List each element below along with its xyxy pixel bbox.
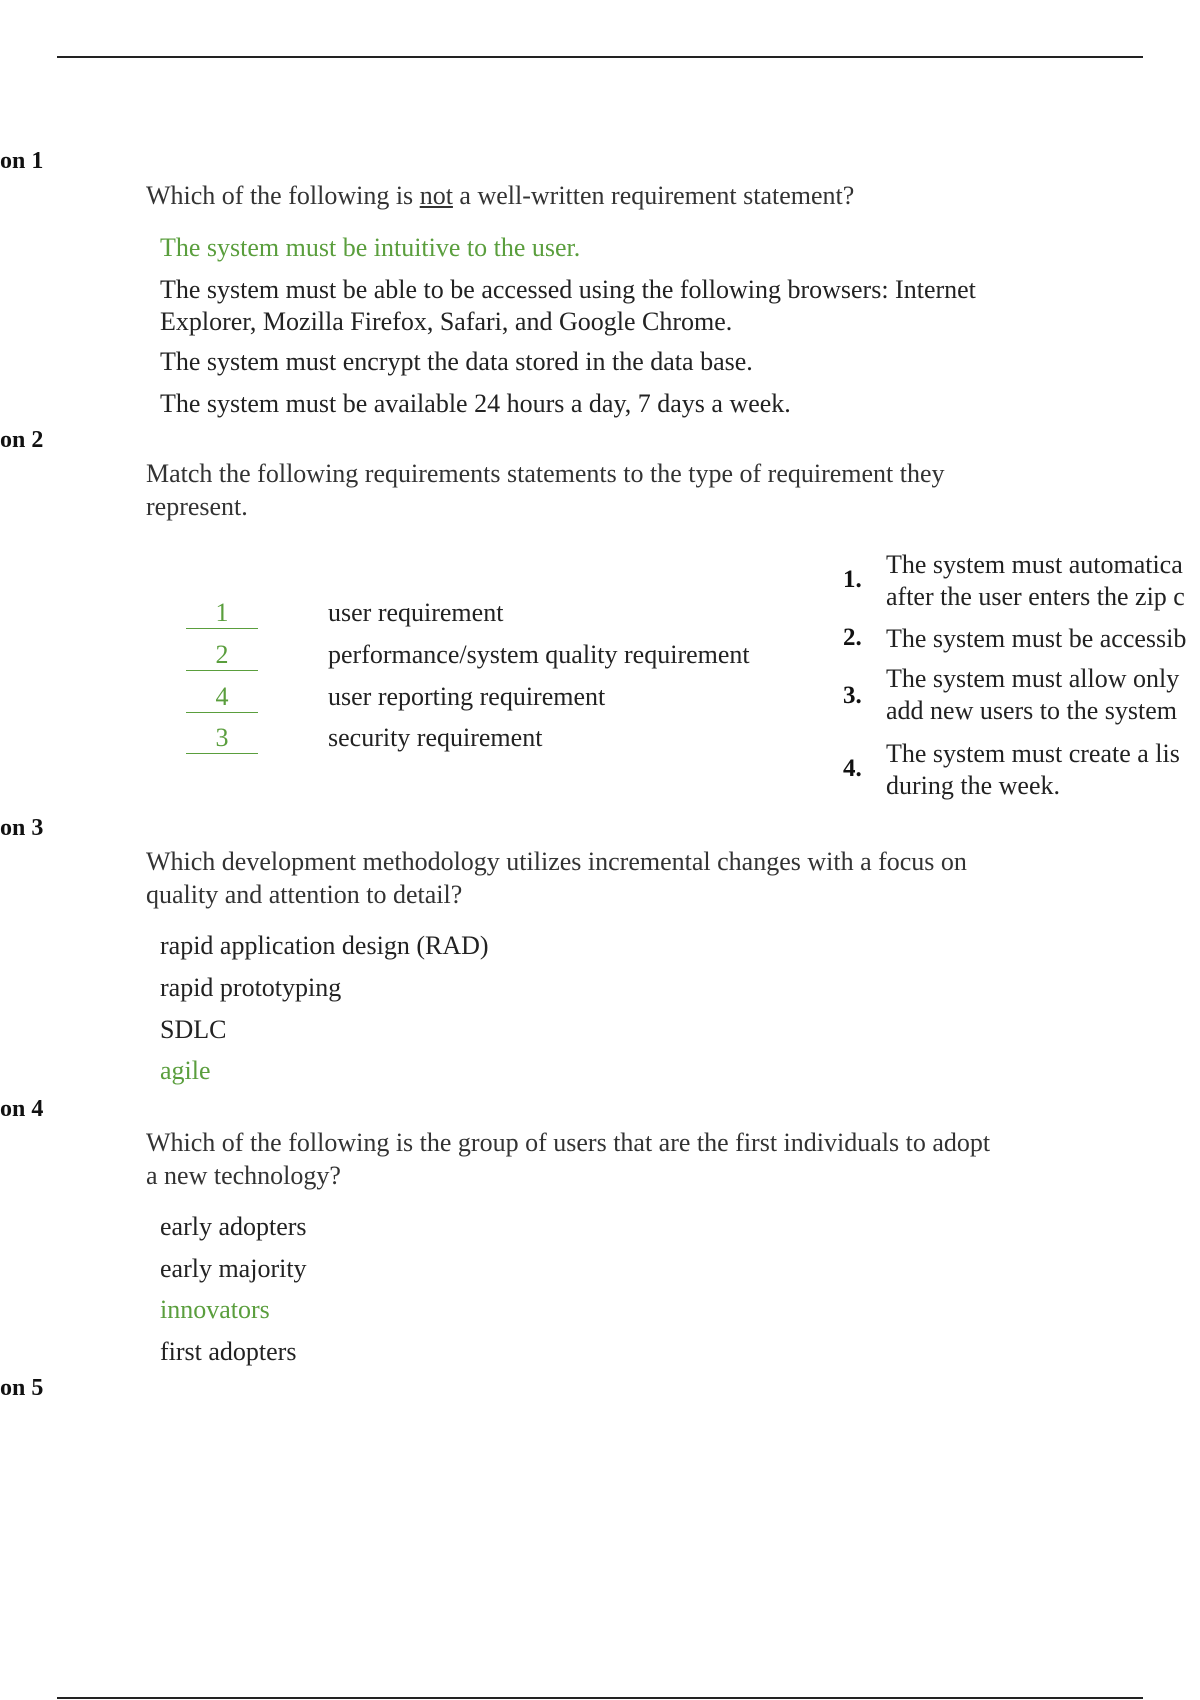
- match-option-line: The system must create a lis: [886, 739, 1180, 768]
- match-option-number: 2.: [843, 624, 862, 651]
- question-1-choice-3[interactable]: The system must encrypt the data stored in the data base.: [160, 347, 753, 376]
- match-answer-blank[interactable]: 4: [186, 682, 258, 713]
- match-option-line: during the week.: [886, 771, 1061, 800]
- question-4-choice-3[interactable]: innovators: [160, 1295, 270, 1324]
- question-3-stem-line: quality and attention to detail?: [146, 880, 463, 909]
- match-option-line: add new users to the system: [886, 696, 1178, 725]
- question-3-choice-1[interactable]: rapid application design (RAD): [160, 931, 489, 960]
- question-1-choice-1[interactable]: The system must be intuitive to the user.: [160, 233, 581, 262]
- question-4-choice-1[interactable]: early adopters: [160, 1212, 307, 1241]
- question-3-choice-2[interactable]: rapid prototyping: [160, 973, 342, 1002]
- match-term: security requirement: [328, 723, 543, 752]
- question-2-stem: [146, 457, 1096, 523]
- match-answer-blank[interactable]: 2: [186, 640, 258, 671]
- question-1-choice-4[interactable]: The system must be available 24 hours a day, 7 days a week.: [160, 389, 791, 418]
- question-4-choice-4[interactable]: first adopters: [160, 1337, 297, 1366]
- match-option-number: 4.: [843, 755, 862, 782]
- question-1-choice-2-line: The system must be able to be accessed using the following browsers: Internet: [160, 275, 976, 304]
- match-term: user reporting requirement: [328, 682, 606, 711]
- question-2-stem-line: represent.: [146, 492, 248, 521]
- bottom-rule: [57, 1697, 1143, 1699]
- question-3-choice-4[interactable]: agile: [160, 1056, 211, 1085]
- question-1-stem-part: Which of the following is: [146, 181, 420, 210]
- question-2-label: on 2: [0, 427, 44, 453]
- question-1-stem-underline: not: [419, 181, 453, 210]
- match-option-text: [886, 738, 1200, 802]
- match-answer-blank[interactable]: 3: [186, 723, 258, 754]
- question-2-stem-line: Match the following requirements statements to the type of requirement they: [146, 459, 945, 488]
- question-4-stem: [146, 1126, 1096, 1192]
- match-option-text: [886, 549, 1200, 613]
- question-4-stem-line: a new technology?: [146, 1161, 341, 1190]
- question-4-label: on 4: [0, 1096, 44, 1122]
- match-option-line: The system must allow only: [886, 664, 1180, 693]
- match-option-line: The system must automatica: [886, 550, 1183, 579]
- match-answer-blank[interactable]: 1: [186, 598, 258, 629]
- question-3-stem-line: Which development methodology utilizes incremental changes with a focus on: [146, 847, 967, 876]
- match-option-number: 3.: [843, 682, 862, 709]
- question-4-choice-2[interactable]: early majority: [160, 1254, 307, 1283]
- question-5-label: on 5: [0, 1375, 44, 1401]
- question-1-stem: [146, 179, 1096, 212]
- question-1-choice-2-line: Explorer, Mozilla Firefox, Safari, and Google Chrome.: [160, 307, 733, 336]
- match-option-text: [886, 623, 1200, 655]
- top-rule: [57, 56, 1143, 58]
- question-1-stem-part: a well-written requirement statement?: [452, 181, 855, 210]
- match-option-text: [886, 663, 1200, 727]
- question-3-stem: [146, 845, 1096, 911]
- question-3-choice-3[interactable]: SDLC: [160, 1015, 227, 1044]
- match-option-line: The system must be accessib: [886, 624, 1187, 653]
- match-term: user requirement: [328, 598, 504, 627]
- match-term: performance/system quality requirement: [328, 640, 750, 669]
- match-option-line: after the user enters the zip c: [886, 582, 1185, 611]
- match-option-number: 1.: [843, 566, 862, 593]
- question-1-label: on 1: [0, 148, 44, 174]
- question-4-stem-line: Which of the following is the group of users that are the first individuals to adopt: [146, 1128, 991, 1157]
- question-3-label: on 3: [0, 815, 44, 841]
- question-1-choice-2[interactable]: [160, 274, 1100, 338]
